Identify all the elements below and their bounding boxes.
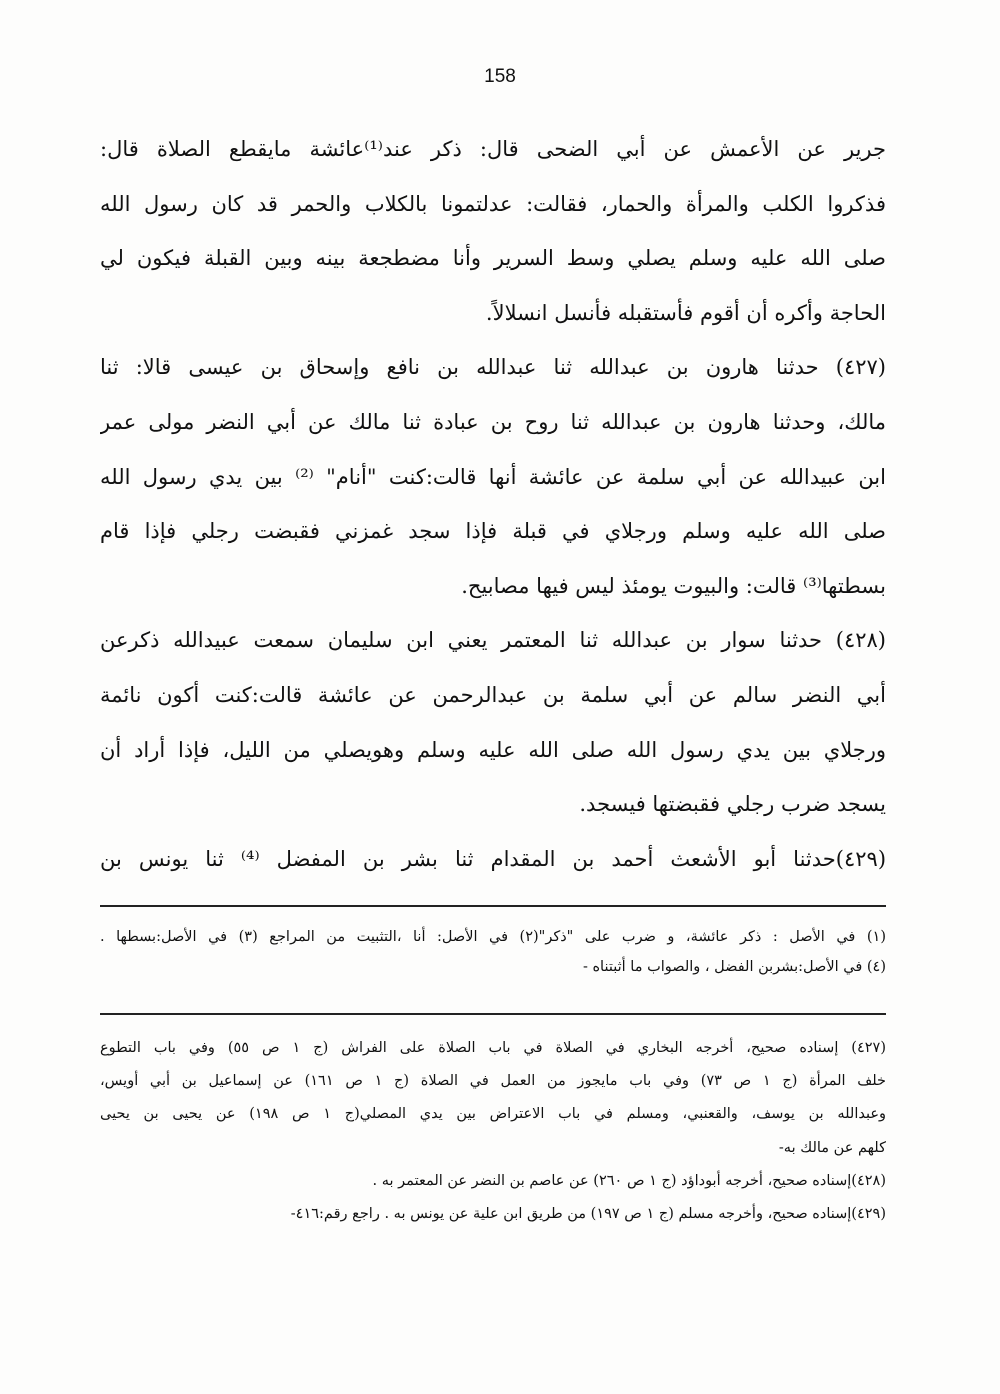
takhrij-line: وعبدالله بن يوسف، والقعنبي، ومسلم في باب الاعتراض بين يدي المصلي(ج ١ ص ١٩٨) عن يحيى بن يحيى xyxy=(100,1106,886,1123)
text-line: صلى الله عليه وسلم ورجلاي في قبلة فإذا سجد غمزني فقبضت رجلي فإذا قام xyxy=(100,519,886,544)
text-line: جرير عن الأعمش عن أبي الضحى قال: ذكر عند⁽¹⁾عائشة مايقطع الصلاة قال: xyxy=(100,137,886,161)
takhrij-line: كلهم عن مالك به- xyxy=(778,1139,886,1156)
text-line: صلى الله عليه وسلم يصلي وسط السرير وأنا مضطجعة بينه وبين القبلة فيكون لي xyxy=(100,246,886,271)
text-line: يسجد ضرب رجلي فقبضتها فيسجد. xyxy=(579,792,886,817)
hadith-429-line: (٤٢٩)حدثنا أبو الأشعث أحمد بن المقدام ثنا بشر بن المفضل ⁽⁴⁾ ثنا يونس بن xyxy=(100,846,886,871)
takhrij-line: (٤٢٩)إسناده صحيح، وأخرجه مسلم (ج ١ ص ١٩٧) من طريق ابن علية عن يونس به . راجع رقم:٤١٦- xyxy=(290,1205,886,1222)
manuscript-footnotes xyxy=(100,922,886,982)
takhrij-divider xyxy=(100,1013,886,1015)
footnote-line: (١) في الأصل : ذكر عائشة، و ضرب على "ذكر"(٢) في الأصل: أنا ،التثبيت من المراجع (٣) في الأصل:بسطها . xyxy=(100,929,886,945)
text-line: بسطتها⁽³⁾ قالت: والبيوت يومئذ ليس فيها مصابيح. xyxy=(461,573,886,598)
text-line: أبي النضر سالم عن أبي سلمة بن عبدالرحمن عن عائشة قالت:كنت أكون نائمة xyxy=(100,682,886,707)
text-line: الحاجة وأكره أن أقوم فأستقبله فأنسل انسلالاً. xyxy=(485,300,886,325)
takhrij-line: خلف المرأة (ج ١ ص ٧٣) وفي باب مايجوز من العمل في الصلاة (ج ١ ص ١٦١) عن إسماعيل بن أبي أويس، xyxy=(100,1073,886,1090)
takhrij-line: (٤٢٧) إسناده صحيح، أخرجه البخاري في الصلاة في باب الصلاة على الفراش (ج ١ ص ٥٥) وفي باب التطوع xyxy=(100,1040,886,1056)
takhrij-line: (٤٢٨)إسناده صحيح، أخرجه أبوداؤد (ج ١ ص ٢٦٠) عن عاصم بن النضر عن المعتمر به . xyxy=(372,1172,886,1189)
footnote-line: (٤) في الأصل:بشربن الفضل ، والصواب ما أثبتناه - xyxy=(582,959,886,975)
text-line: ورجلاي بين يدي رسول الله صلى الله عليه وسلم وهويصلي من الليل، فإذا أراد أن xyxy=(100,737,886,762)
text-line: ابن عبيدالله عن أبي سلمة عن عائشة أنها قالت:كنت "أنام" ⁽²⁾ بين يدي رسول الله xyxy=(100,464,886,489)
text-line: مالك، وحدثنا هارون بن عبدالله ثنا روح بن عبادة ثنا مالك عن أبي النضر مولى عمر xyxy=(100,409,886,434)
takhrij-footnotes xyxy=(100,1032,886,1231)
hadith-428-line: (٤٢٨) حدثنا سوار بن عبدالله ثنا المعتمر يعني ابن سليمان سمعت عبيدالله ذكرعن xyxy=(100,628,886,653)
footnote-divider xyxy=(100,905,886,907)
main-text xyxy=(100,122,886,886)
text-line: فذكروا الكلب والمرأة والحمار، فقالت: عدلتمونا بالكلاب والحمر قد كان رسول الله xyxy=(100,191,886,216)
page-number: 158 xyxy=(484,66,516,87)
hadith-427-line: (٤٢٧) حدثنا هارون بن عبدالله ثنا عبدالله بن نافع وإسحاق بن عيسى قالا: ثنا xyxy=(100,355,886,380)
